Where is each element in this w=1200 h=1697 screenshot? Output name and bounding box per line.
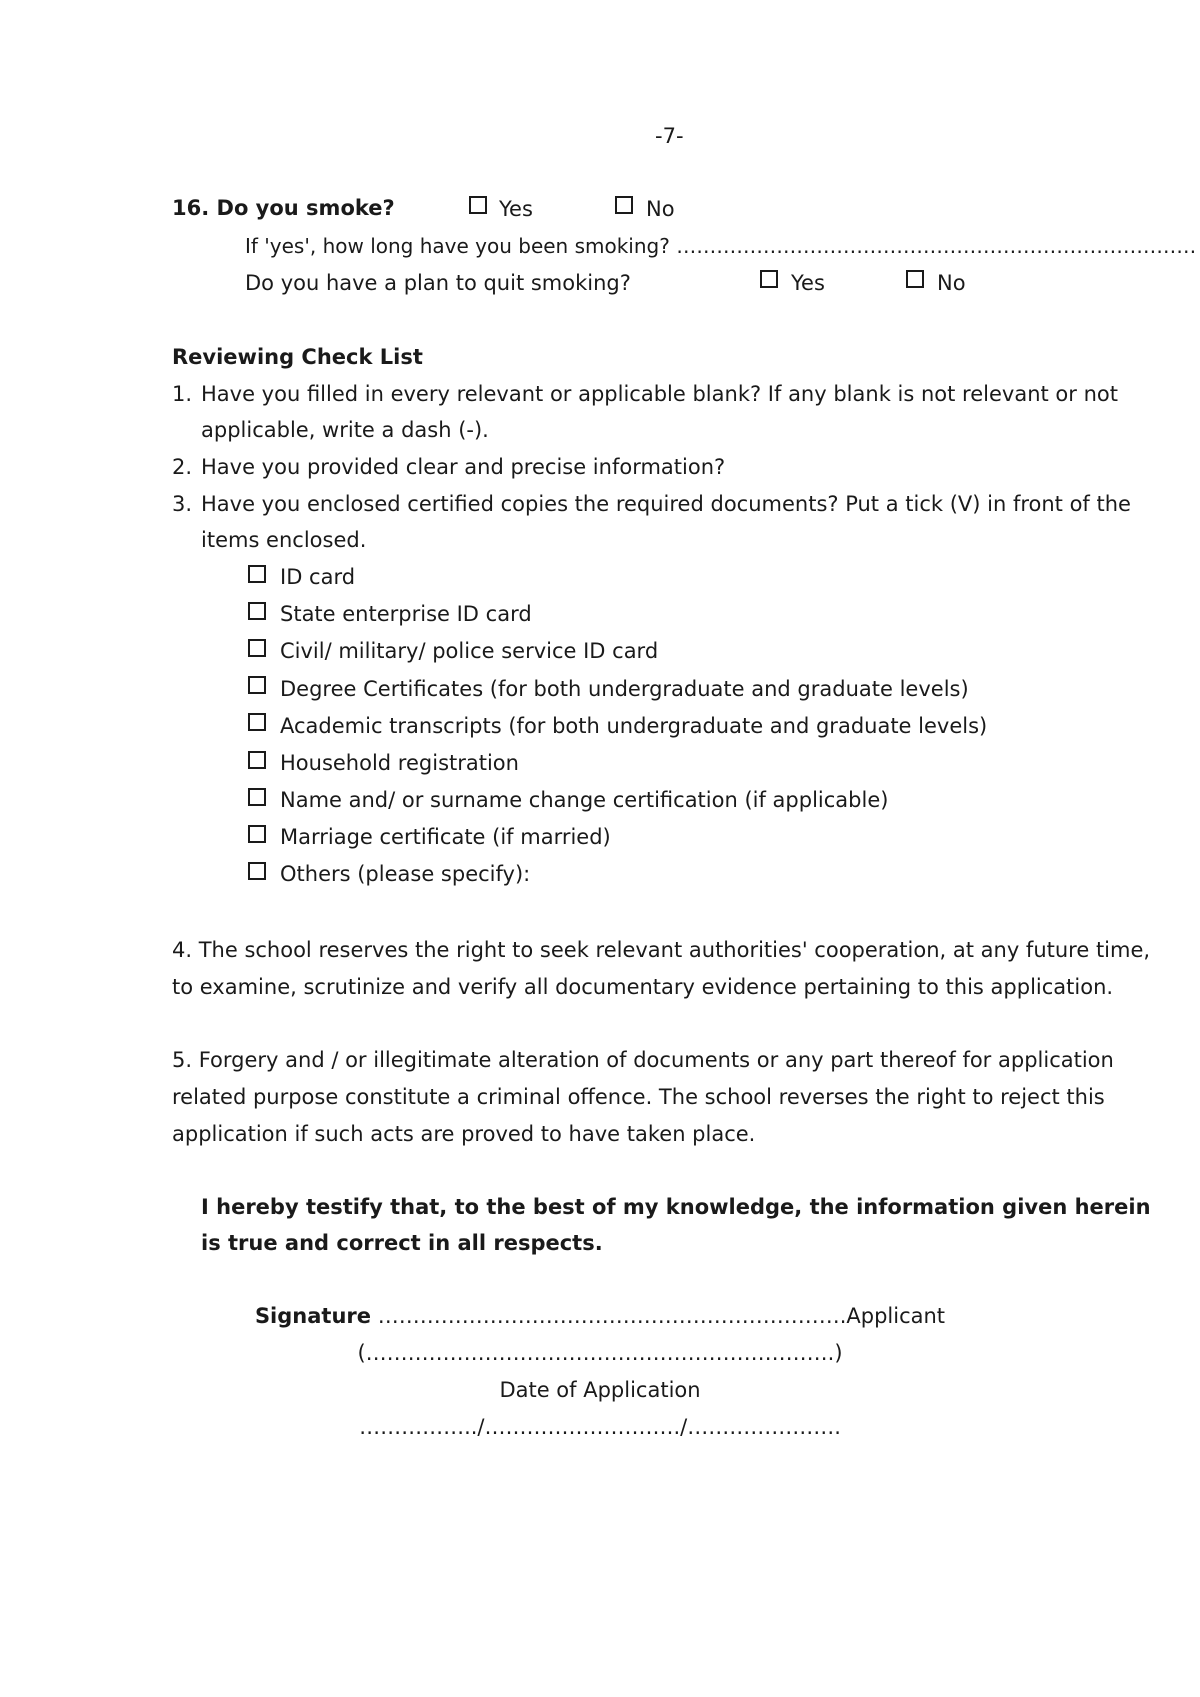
document-checkbox[interactable] (248, 788, 266, 806)
document-checkbox[interactable] (248, 565, 266, 583)
question-16-label: 16. Do you smoke? (172, 196, 395, 220)
paragraph-4-line-1: 4. The school reserves the right to seek relevant authorities' cooperation, at any future time, (172, 938, 1151, 962)
document-checkbox[interactable] (248, 825, 266, 843)
checklist-item-1-text-cont: applicable, write a dash (-). (201, 418, 489, 442)
checklist-title: Reviewing Check List (172, 345, 423, 369)
signature-role: Applicant (846, 1304, 946, 1328)
checklist-item-3-text-cont: items enclosed. (201, 528, 367, 552)
declaration-line-1: I hereby testify that, to the best of my knowledge, the information given herein (201, 1195, 1151, 1219)
document-checkbox[interactable] (248, 639, 266, 657)
document-label-transcripts: Academic transcripts (for both undergraduate and graduate levels) (280, 714, 988, 738)
checklist-item-2-text: Have you provided clear and precise information? (201, 455, 726, 479)
document-label-marriage-certificate: Marriage certificate (if married) (280, 825, 611, 849)
quit-plan-question: Do you have a plan to quit smoking? (245, 271, 631, 295)
document-checkbox[interactable] (248, 676, 266, 694)
document-label-others: Others (please specify): (280, 862, 531, 886)
paragraph-5-line-1: 5. Forgery and / or illegitimate alteration of documents or any part thereof for application (172, 1048, 1114, 1072)
smoking-duration-field[interactable]: If 'yes', how long have you been smoking? …………………………………………………………………… (245, 234, 1197, 258)
document-label-id-card: ID card (280, 565, 356, 589)
document-label-state-enterprise-id: State enterprise ID card (280, 602, 532, 626)
checklist-item-1-text: Have you filled in every relevant or applicable blank? If any blank is not relevant or not (201, 382, 1118, 406)
quit-plan-no-label: No (937, 271, 966, 295)
document-checkbox[interactable] (248, 602, 266, 620)
document-label-household-registration: Household registration (280, 751, 519, 775)
signature-row (0, 1306, 1200, 1327)
declaration-line-2: is true and correct in all respects. (201, 1231, 603, 1255)
checklist-item-3-number: 3. (172, 492, 193, 516)
document-label-degree-certificates: Degree Certificates (for both undergraduate and graduate levels) (280, 677, 969, 701)
page-number: -7- (655, 124, 684, 148)
document-label-service-id: Civil/ military/ police service ID card (280, 639, 659, 663)
checklist-item-3-text: Have you enclosed certified copies the required documents? Put a tick (V) in front of the (201, 492, 1131, 516)
smoke-no-checkbox[interactable] (615, 196, 633, 214)
applicant-name-field[interactable]: (………………………………………………………….) (357, 1341, 843, 1365)
checklist-item-1-number: 1. (172, 382, 193, 406)
paragraph-4-line-2: to examine, scrutinize and verify all documentary evidence pertaining to this application. (172, 975, 1114, 999)
checklist-item-2-number: 2. (172, 455, 193, 479)
smoke-yes-checkbox[interactable] (469, 196, 487, 214)
quit-plan-yes-checkbox[interactable] (760, 270, 778, 288)
date-of-application-label: Date of Application (499, 1378, 701, 1402)
signature-label: Signature (254, 1304, 372, 1328)
quit-plan-yes-label: Yes (791, 271, 825, 295)
smoke-yes-label: Yes (499, 197, 533, 221)
document-checkbox[interactable] (248, 751, 266, 769)
date-of-application-field[interactable]: ……………../………………………./…………………. (359, 1415, 841, 1439)
signature-field[interactable]: …………………………………………………………. (377, 1304, 847, 1328)
document-label-name-change: Name and/ or surname change certification (if applicable) (280, 788, 889, 812)
paragraph-5-line-2: related purpose constitute a criminal offence. The school reverses the right to reject this (172, 1085, 1105, 1109)
smoke-no-label: No (646, 197, 675, 221)
paragraph-5-line-3: application if such acts are proved to have taken place. (172, 1122, 756, 1146)
document-checkbox[interactable] (248, 862, 266, 880)
quit-plan-no-checkbox[interactable] (906, 270, 924, 288)
document-checkbox[interactable] (248, 713, 266, 731)
